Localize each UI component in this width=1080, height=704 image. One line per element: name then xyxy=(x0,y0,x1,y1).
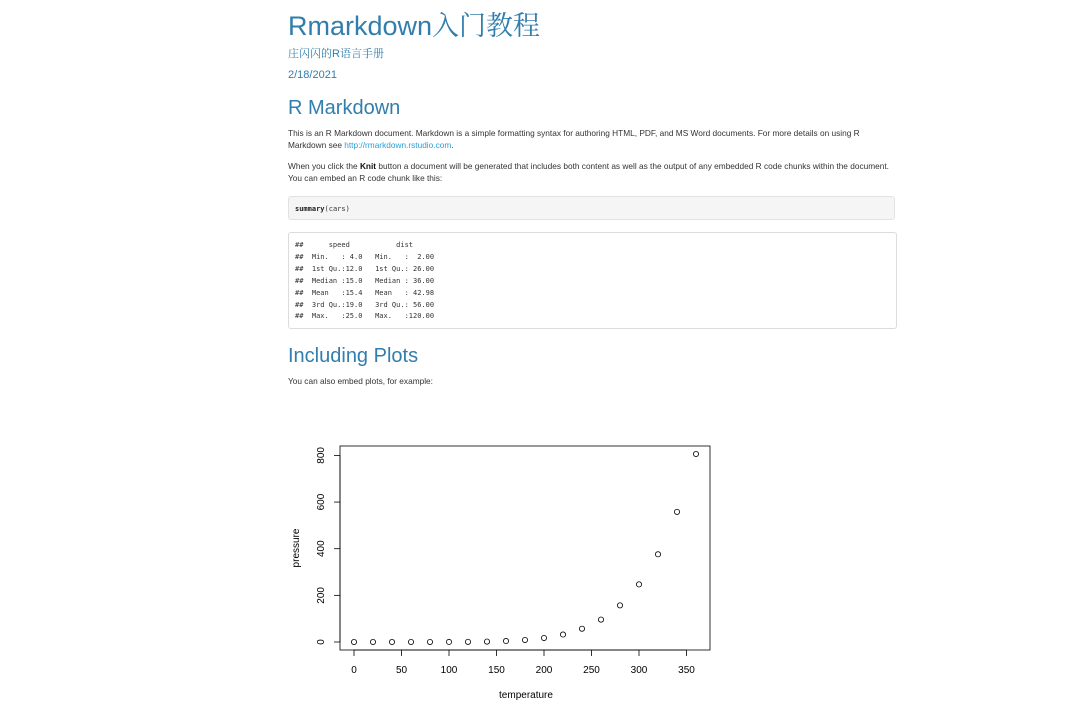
x-tick-label: 50 xyxy=(395,665,408,676)
x-tick-label: 300 xyxy=(630,665,648,676)
data-point xyxy=(484,639,489,644)
output-line: ## 3rd Qu.:19.0 3rd Qu.: 56.00 xyxy=(295,300,435,309)
code-args: (cars) xyxy=(324,205,350,213)
y-tick-label: 200 xyxy=(316,587,327,604)
data-point xyxy=(408,639,413,644)
data-point xyxy=(541,635,546,640)
data-point xyxy=(370,639,375,644)
data-point xyxy=(560,632,565,637)
knit-text-before: When you click the xyxy=(288,161,360,171)
y-axis-label: pressure xyxy=(291,528,302,568)
data-point xyxy=(446,639,451,644)
data-point xyxy=(598,617,603,622)
code-line xyxy=(295,205,350,213)
author-line: 庄闪闪的R语言手册 xyxy=(288,48,384,60)
intro-end: . xyxy=(451,139,454,150)
output-line: ## Max. :25.0 Max. :120.00 xyxy=(295,312,443,321)
y-tick-label: 600 xyxy=(316,493,327,511)
x-axis xyxy=(351,650,695,676)
data-point xyxy=(617,603,622,608)
x-tick-label: 250 xyxy=(583,665,600,676)
knit-text-after: button a document will be generated that includes both content as well as the output of any embedded R code chunks within the document. You can embed an R code chunk like this: xyxy=(288,161,889,183)
data-point xyxy=(351,639,356,644)
code-output-block xyxy=(288,232,897,329)
x-tick-label: 350 xyxy=(678,665,695,676)
output-line: ## Min. : 4.0 Min. : 2.00 xyxy=(295,252,435,261)
output-line: ## Median :15.0 Median : 36.00 xyxy=(295,276,435,285)
y-axis xyxy=(316,447,340,645)
data-point xyxy=(427,639,432,644)
x-tick-label: 200 xyxy=(535,665,553,676)
data-point xyxy=(693,451,698,456)
output-line: ## Mean :15.4 Mean : 42.98 xyxy=(295,288,435,297)
y-tick-label: 0 xyxy=(316,639,327,645)
plots-paragraph: You can also embed plots, for example: xyxy=(288,376,433,386)
y-tick-label: 800 xyxy=(316,447,327,464)
data-point xyxy=(522,637,527,642)
y-tick-label: 400 xyxy=(316,540,327,558)
output-line: ## speed dist xyxy=(295,241,414,249)
data-point xyxy=(655,552,660,557)
section-heading-r-markdown: R Markdown xyxy=(288,97,401,119)
data-point xyxy=(579,626,584,631)
intro-paragraph xyxy=(288,128,897,151)
x-tick-label: 100 xyxy=(440,665,458,676)
rmarkdown-link[interactable]: http://rmarkdown.rstudio.com xyxy=(344,139,452,150)
data-point xyxy=(636,582,641,587)
pressure-scatter-plot xyxy=(286,430,726,704)
code-function: summary xyxy=(295,205,325,213)
output-line: ## 1st Qu.:12.0 1st Qu.: 26.00 xyxy=(295,264,435,273)
knit-paragraph xyxy=(288,161,897,184)
date-line: 2/18/2021 xyxy=(288,69,337,81)
data-point xyxy=(674,509,679,514)
data-points xyxy=(351,451,698,644)
data-point xyxy=(389,639,394,644)
x-axis-label: temperature xyxy=(499,690,553,701)
data-point xyxy=(465,639,470,644)
intro-text: This is an R Markdown document. Markdown is a simple formatting syntax for authoring HTML, PDF, and MS Word documents. For more details on using R Markdown see xyxy=(288,128,860,150)
code-output-text xyxy=(295,240,443,323)
x-tick-label: 0 xyxy=(351,665,357,676)
page-title: Rmarkdown入门教程 xyxy=(288,11,541,41)
section-heading-including-plots: Including Plots xyxy=(288,345,419,367)
data-point xyxy=(503,638,508,643)
knit-bold: Knit xyxy=(359,161,377,171)
code-input-block xyxy=(288,196,895,220)
x-tick-label: 150 xyxy=(488,665,505,676)
plot-frame xyxy=(340,446,710,650)
